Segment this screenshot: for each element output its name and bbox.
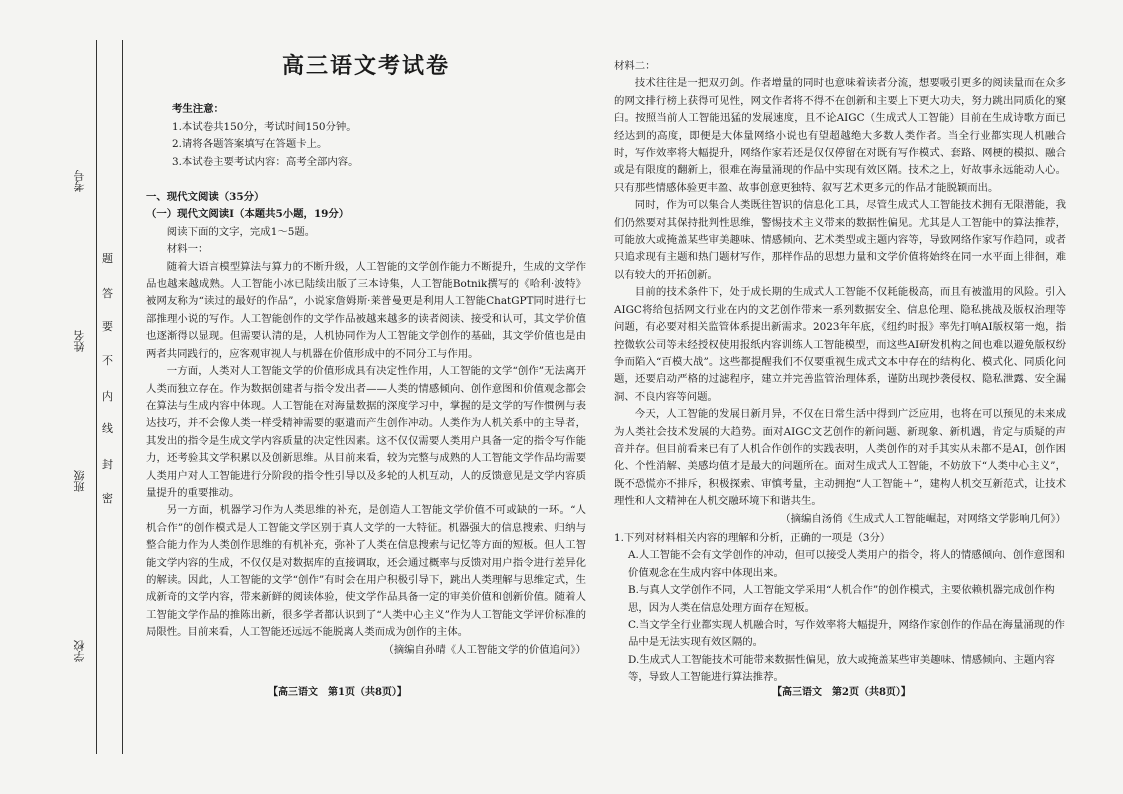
material-2-paragraph: 同时，作为可以集合人类既往智识的信息化工具，尽管生成式人工智能技术拥有无限潜能，我们仍然要对其保持批判性思维，警惕技术主义带来的数据性偏见。尤其是人工智能中的算法推荐，可能放大或掩盖某些审美趣味、情感倾向、艺术类型或主题内容等，导致网络作家写作趋同，或者只追求现有主题和热门题材写作，那样作品的思想力量和文学价值将始终在同一水平面上徘徊，难以有较大的开拓创新。 xyxy=(614,199,1066,281)
seal-char: 内 xyxy=(102,390,113,403)
exam-title: 高三语文考试卷 xyxy=(281,53,450,79)
notice-title: 考生注意： xyxy=(172,103,224,116)
option-label: A. xyxy=(628,549,639,562)
school-label: 学校 xyxy=(73,640,86,662)
material-2-paragraph: 技术往往是一把双刃剑。作者增量的同时也意味着读者分流，想要吸引更多的阅读量而在众多的网文排行榜上获得可见性，网文作者将不得不在创新和主要上下更大功夫，努力跳出同质化的窠臼。按照当前人工智能迅猛的发展速度，且不论AIGC（生成式人工智能）目前在生成诗歌方面已经达到的高度，即便是大体量网络小说也有望超越绝大多数人类作者。当全行业都实现人机融合时，写作效率将大幅提升，网络作家若还是仅仅停留在对既有写作模式、套路、网梗的模拟、融合或是有限度的翻新上，很难在海量涌现的作品中实现有效区隔。技术之上，好故事永远能动人心。只有那些情感体验更丰盈、故事创意更独特、叙写艺术更多元的作品才能脱颖而出。 xyxy=(614,77,1066,194)
page-1-column xyxy=(146,38,586,659)
subsection-heading: （一）现代文阅读Ⅰ（本题共5小题，19分） xyxy=(146,208,350,221)
notice-item: 1.本试卷共150分，考试时间150分钟。 xyxy=(172,120,357,133)
binding-line xyxy=(96,40,97,754)
seal-char: 密 xyxy=(102,492,113,505)
material-1-paragraph: 另一方面，机器学习作为人类思维的补充，是创造人工智能文学价值不可或缺的一环。“人机合作”的创作模式是人工智能文学区别于真人文学的一大特征。机器强大的信息搜索、归纳与整合能力作为人类创作思维的有机补充，弥补了人类在信息搜索与记忆等方面的短板。但人工智能文学内容的生成，不仅仅是对数据库的直接调取，还会通过概率与反馈对用户指令进行差异化的解读。因此，人工智能的文学“创作”有时会在用户积极引导下，跳出人类理解与思维定式，生成新奇的文学内容，带来新鲜的阅读体验，使文学作品具备一定的审美价值和创新价值。随着人工智能文学作品的推陈出新，很多学者都认识到了“人类中心主义”作为人工智能文学评价标准的局限性。目前来看，人工智能还远远不能脱离人类而成为创作的主体。 xyxy=(146,504,586,639)
class-field xyxy=(72,470,88,492)
option-label: C. xyxy=(628,619,639,631)
option-text: 与真人文学创作不同，人工智能文学采用“人机合作”的创作模式，主要依赖机器完成创作构思，因为人类在信息处理方面存在短板。 xyxy=(628,584,1055,614)
option-c xyxy=(614,617,1066,652)
binding-margin xyxy=(0,0,130,794)
material-1-paragraph: 随着大语言模型算法与算力的不断升级，人工智能的文学创作能力不断提升，生成的文学作品也越来越成熟。人工智能小冰已陆续出版了三本诗集，人工智能Botnik撰写的《哈利·波特》被网友称为“读过的最好的作品”，小说家詹姆斯·莱普曼更是利用人工智能ChatGPT同时进行七部推理小说的写作。人工智能创作的文学作品被越来越多的读者阅读、接受和认可，其文学价值也逐渐得以显现。但需要认清的是，人机协同作为人工智能文学创作的基础，其文学价值也是由两者共同践行的，应客观审视人与机器在价值形成中的不同分工与作用。 xyxy=(146,260,586,360)
material-1-source: （摘编自孙晴《人工智能文学的价值追问》） xyxy=(383,643,586,656)
name-label: 姓名 xyxy=(73,330,86,352)
seal-char: 要 xyxy=(102,320,113,333)
seal-char: 不 xyxy=(102,354,113,367)
material-2-source: （摘编自汤俏《生成式人工智能崛起，对网络文学影响几何》） xyxy=(780,512,1066,525)
option-text: 人工智能不会有文学创作的冲动，但可以接受人类用户的指令，将人的情感倾向、创作意图和价值观念在生成内容中体现出来。 xyxy=(628,549,1065,579)
page-1-footer: 【高三语文 第1页（共8页）】 xyxy=(268,687,407,698)
page-2-footer: 【高三语文 第2页（共8页）】 xyxy=(772,687,911,698)
option-text: 生成式人工智能技术可能带来数据性偏见，放大或掩盖某些审美趣味、情感倾向、主题内容等，导致人工智能进行算法推荐。 xyxy=(628,653,1055,684)
seal-char: 答 xyxy=(102,287,113,300)
notice-item: 3.本试卷主要考试内容：高考全部内容。 xyxy=(172,155,359,168)
material-2-paragraph: 今天，人工智能的发展日新月异，不仅在日常生活中得到广泛应用，也将在可以预见的未来成为人类社会技术发展的大趋势。面对AIGC文艺创作的新问题、新现象、新机遇，肯定与质疑的声音并存。但目前看来已有了人机合作创作的实践表明，人类创作的对手其实从未都不是AI，创作困化、个性消解、美感均值才是最大的问题所在。面对生成式人工智能，不妨放下“人类中心主义”，既不恐慌亦不排斥，积极探索、审慎考量，主动拥抱“人工智能＋”，建构人机交互新范式，让技术理性和人文精神在人机交融环境下和谐共生。 xyxy=(614,408,1066,508)
material-2-label: 材料二： xyxy=(614,60,656,72)
material-1-paragraph: 一方面，人类对人工智能文学的价值形成具有决定性作用，人工智能的文学“创作”无法离开人类而独立存在。作为数据创建者与指令发出者——人类的情感倾向、创作意图和价值观念都会在算法与生成内容中体现。人工智能在对海量数据的深度学习中，掌握的是文学的写作惯例与表达技巧，并不会像人类一样受精神需要的驱遣而产生创作冲动。人类作为人机关系中的主导者，其发出的指令是生成文学内容质量的决定性因素。这不仅仅需要人类用户具备一定的指令写作能力，还考验其文学积累以及创新思维。从目前来看，较为完整与成熟的人工智能文学作品均需要人类用户对人工智能进行分阶段的指令性引导以及多轮的人机互动，人的反馈意见是文学内容质量提升的重要推动。 xyxy=(146,365,586,499)
seal-char: 题 xyxy=(102,252,113,265)
section-heading: 一、现代文阅读（35分） xyxy=(146,191,265,204)
material-1-label: 材料一： xyxy=(166,243,209,256)
name-field xyxy=(72,330,88,352)
notice-item: 2.请将各题答案填写在答题卡上。 xyxy=(172,138,328,151)
option-text: 当文学全行业都实现人机融合时，写作效率将大幅提升，网络作家创作的作品在海量涌现的作品中是无法实现有效区隔的。 xyxy=(628,619,1065,649)
seal-char: 线 xyxy=(102,422,113,435)
school-field xyxy=(72,640,88,662)
question-1: 1.下列对材料相关内容的理解和分析，正确的一项是（3分） xyxy=(614,531,891,544)
page-2-column xyxy=(614,58,1066,687)
option-b xyxy=(614,582,1066,617)
option-label: D. xyxy=(628,653,640,666)
option-label: B. xyxy=(628,584,639,597)
instruction: 阅读下面的文字，完成1～5题。 xyxy=(166,225,316,238)
option-a xyxy=(614,547,1066,582)
class-label: 班级 xyxy=(73,470,86,492)
material-2-paragraph: 目前的技术条件下，处于成长期的生成式人工智能不仅耗能极高，而且有被滥用的风险。引入AIGC将给包括网文行业在内的文艺创作带来一系列数据安全、信息伦理、隐私挑战及版权治理等问题，有必要对相关监管体系提出新需求。2023年年底，《纽约时报》率先打响AI版权第一炮，指控微软公司等未经授权使用报纸内容训练人工智能模型，而这些AI研发机构之间也难以避免版权纷争而陷入“百模大战”。这些都提醒我们不仅要重视生成式文本中存在的结构化、模式化、同质化问题，还要启动严格的过滤程序，建立并完善监管治理体系，谨防出现抄袭侵权、隐私泄露、安全漏洞、不良内容等问题。 xyxy=(614,286,1066,403)
option-d xyxy=(614,652,1066,687)
exam-number-field xyxy=(72,170,88,192)
seal-line xyxy=(122,40,123,754)
exam-number-label: 考号 xyxy=(73,170,86,192)
seal-char: 封 xyxy=(102,458,113,471)
